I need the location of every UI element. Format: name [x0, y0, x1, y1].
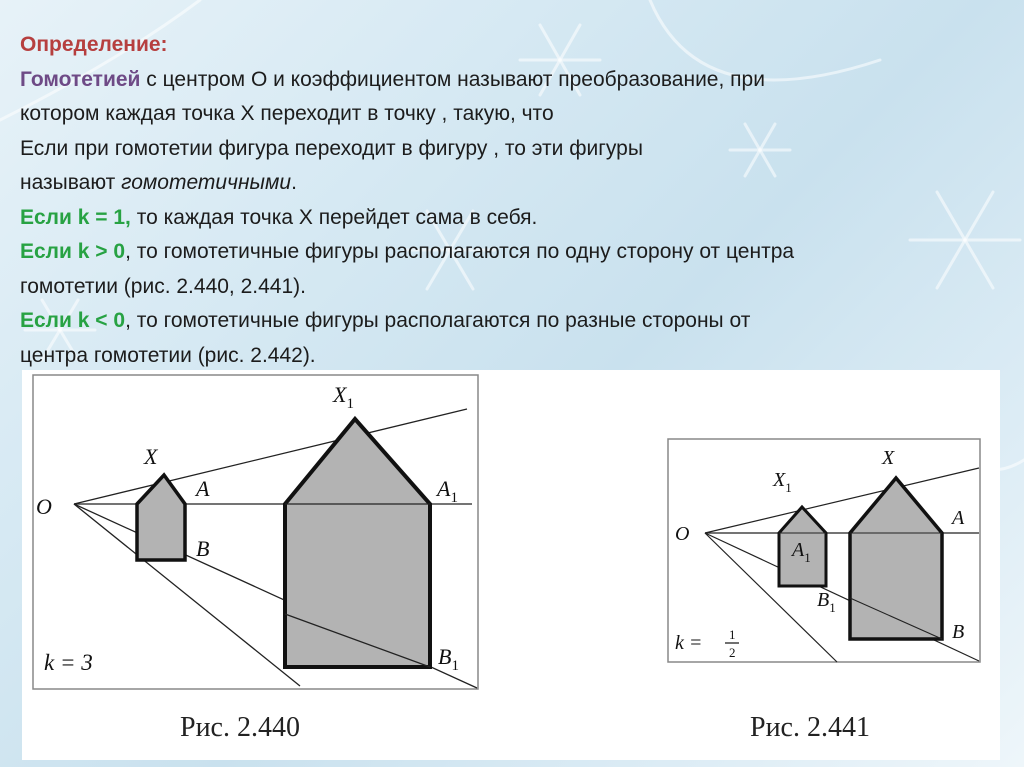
label-o: O	[36, 494, 52, 519]
caption-2-441: Рис. 2.441	[750, 712, 870, 743]
text-line-3: Если при гомотетии фигура переходит в фигуру , то эти фигуры	[20, 136, 643, 160]
svg-text:2: 2	[729, 645, 736, 660]
label-b: B	[196, 536, 210, 561]
text-line-5: Если k = 1, то каждая точка Х перейдет сама в себя.	[20, 205, 538, 229]
label-b1: $B_1$	[438, 644, 459, 674]
condition-k-equals-1: Если k = 1,	[20, 205, 131, 229]
label-x1: $X_1$	[773, 469, 792, 495]
label-a: A	[196, 476, 210, 501]
svg-text:k =: k =	[675, 632, 703, 654]
homothetic-term: гомотетичными	[121, 171, 292, 194]
label-b1: $B_1$	[817, 589, 836, 615]
text-line-6: Если k > 0, то гомотетичные фигуры располагаются по одну сторону от центра	[20, 240, 795, 263]
text-line-7: гомотетии (рис. 2.440, 2.441).	[20, 274, 306, 298]
label-a: A	[952, 507, 965, 529]
text-line-2: котором каждая точка Х переходит в точку , такую, что	[20, 102, 554, 125]
text-line-9: центра гомотетии (рис. 2.442).	[20, 343, 316, 367]
label-x1: $X_1$	[333, 382, 354, 412]
k-value-label: k = 3	[44, 650, 93, 675]
label-x: X	[144, 444, 158, 469]
definition-heading: Определение:	[20, 33, 168, 56]
label-b: B	[952, 621, 965, 643]
label-x: X	[882, 447, 895, 469]
label-a1: $A_1$	[792, 539, 811, 565]
condition-k-positive: Если k > 0	[20, 240, 126, 263]
figure-2-441	[667, 438, 981, 663]
svg-text:1: 1	[729, 627, 736, 642]
figure-2-440	[32, 374, 479, 690]
text-line-1: Гомотетией с центром О и коэффициентом называют преобразование, при	[20, 67, 765, 91]
text-line-8: Если k < 0, то гомотетичные фигуры располагаются по разные стороны от	[20, 309, 751, 332]
condition-k-negative: Если k < 0	[20, 309, 126, 332]
label-o: O	[675, 523, 690, 545]
label-a1: $A_1$	[437, 476, 458, 506]
definition-text	[20, 28, 1000, 373]
caption-2-440: Рис. 2.440	[180, 712, 300, 743]
text-line-4: называют гомотетичными.	[20, 171, 297, 194]
homothety-term: Гомотетией	[20, 67, 141, 91]
